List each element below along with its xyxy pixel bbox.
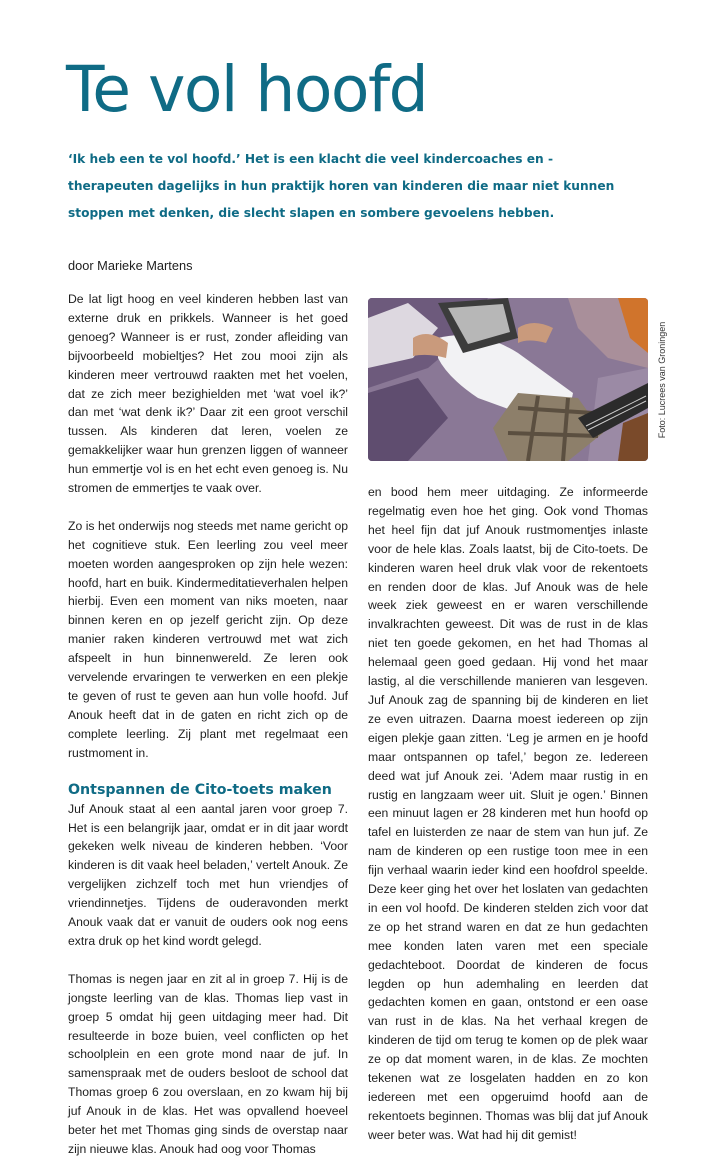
paragraph-5: en bood hem meer uitdaging. Ze informeerde regelmatig even hoe het ging. Ook vond Thomas het heel fijn dat juf Anouk rustmomentjes inlaste voor de hele klas. Zoals laatst, bij de Cito-toets. De kinderen waren heel druk vlak voor de rekentoets en renden door de klas. Juf Anouk was de hele week ziek geweest en er waren verschillende invalkrachten geweest. Dit was de rust in de klas niet ten goede gekomen, en het had Thomas al helemaal geen goed gedaan. Hij vond het maar lastig, al die verschillende manieren van lesgeven. Juf Anouk zag de spanning bij de kinderen en liet ze even uitrazen. Daarna moest iedereen op zijn eigen plekje gaan zitten. ‘Leg je armen en je hoofd maar ontspannen op tafel,’ begon ze. Iedereen deed wat juf Anouk zei. ‘Adem maar rustig in en rustig en langzaam weer uit. Sluit je ogen.’ Binnen een minuut lagen er 28 kinderen met hun hoofd op tafel en luisterden ze naar de stem van hun juf. Ze nam de kinderen op een rustige toon mee in een fijn verhaal waarin ieder kind een hoofdrol speelde. Deze keer ging het over het loslaten van gedachten in een vol hoofd. De kinderen stelden zich voor dat ze op het strand waren en dat ze hun gedachten mee konden laten varen met een speciale gedachteboot. Doordat de kinderen de focus legden op hun ademhaling en leerden dat gedachten komen en gaan, ontstond er een oase van rust in de klas. Na het verhaal kregen de kinderen de tijd om terug te komen op de plek waar ze op dat moment waren, in de klas. Ze mochten tekenen wat ze losgelaten hadden en zo kon iedereen met een opgeruimd hoofd aan de rekentoets beginnen. Thomas was blij dat juf Anouk weer beter was. Wat had hij dit gemist!: [368, 485, 648, 1142]
article-photo: [368, 298, 648, 461]
paragraph-2: Zo is het onderwijs nog steeds met name gericht op het cognitieve stuk. Een leerling zou veel meer moeten worden aangesproken op zijn hele wezen: hoofd, hart en buik. Kindermeditatieverhalen helpen hierbij. Even een moment van niks moeten, naar binnen keren en op jezelf gericht zijn. Op deze manier raken kinderen vertrouwd met wat zich afspeelt in hun binnenwereld. Ze leren ook vervelende ervaringen te verwerken en een plekje te geven of rust te geven aan hun volle hoofd. Juf Anouk heeft dat in de gaten en richt zich op de complete leerling. Zij plant met regelmaat een rustmoment in.: [68, 518, 348, 760]
paragraph-3: Juf Anouk staat al een aantal jaren voor groep 7. Het is een belangrijk jaar, omdat er in dit jaar wordt gekeken welk niveau de kinderen hebben. ‘Voor kinderen is dit vaak heel beladen,’ vertelt Anouk. Ze vergelijken zichzelf toch met hun vriendjes of vriendinnetjes. Tijdens de ouderavonden merkt Anouk vaak dat er vanuit de ouders ook nog eens extra druk op het kind wordt gelegd.: [68, 801, 348, 948]
article-title: Te vol hoofd: [66, 53, 428, 126]
right-column: [368, 483, 648, 1145]
article-byline: door Marieke Martens: [68, 258, 193, 273]
section-heading: Ontspannen de Cito-toets maken: [68, 781, 332, 798]
left-column: [68, 290, 348, 1159]
paragraph-1: De lat ligt hoog en veel kinderen hebben last van externe druk en prikkels. Wanneer is het goed genoeg? Wanneer is er rust, zonder afleiding van bijvoorbeeld mobieltjes? Het zou mooi zijn als kinderen meer vertrouwd raakten met het voelen, dat ze zich meer bezighielden met ‘wat voel ik?’ dan met ‘wat denk ik?’ Daar zit een groot verschil tussen. Als kinderen dat leren, voelen ze gemakkelijker waar hun grenzen liggen of wanneer hun emmertje vol is en het echt even genoeg is. Nu stromen de emmertjes te vaak over.: [68, 292, 348, 496]
paragraph-4: Thomas is negen jaar en zit al in groep 7. Hij is de jongste leerling van de klas. Thomas liep vast in groep 5 omdat hij geen uitdaging meer had. Dit resulteerde in boze buien, veel conflicten op het schoolplein en een grote mond naar de juf. In samenspraak met de ouders besloot de school dat Thomas groep 6 zou overslaan, en zo kwam hij bij juf Anouk in de klas. Het was opvallend hoeveel beter het met Thomas ging sinds de overstap naar zijn nieuwe klas. Anouk had oog voor Thomas: [68, 971, 348, 1156]
article-intro: ‘Ik heb een te vol hoofd.’ Het is een klacht die veel kindercoaches en -therapeuten dagelijks in hun praktijk horen van kinderen die maar niet kunnen stoppen met denken, die slecht slapen en sombere gevoelens hebben.: [68, 152, 615, 220]
photo-child-on-bed-icon: [368, 298, 648, 461]
photo-credit: Foto: Lucrees van Groningen: [657, 321, 667, 439]
